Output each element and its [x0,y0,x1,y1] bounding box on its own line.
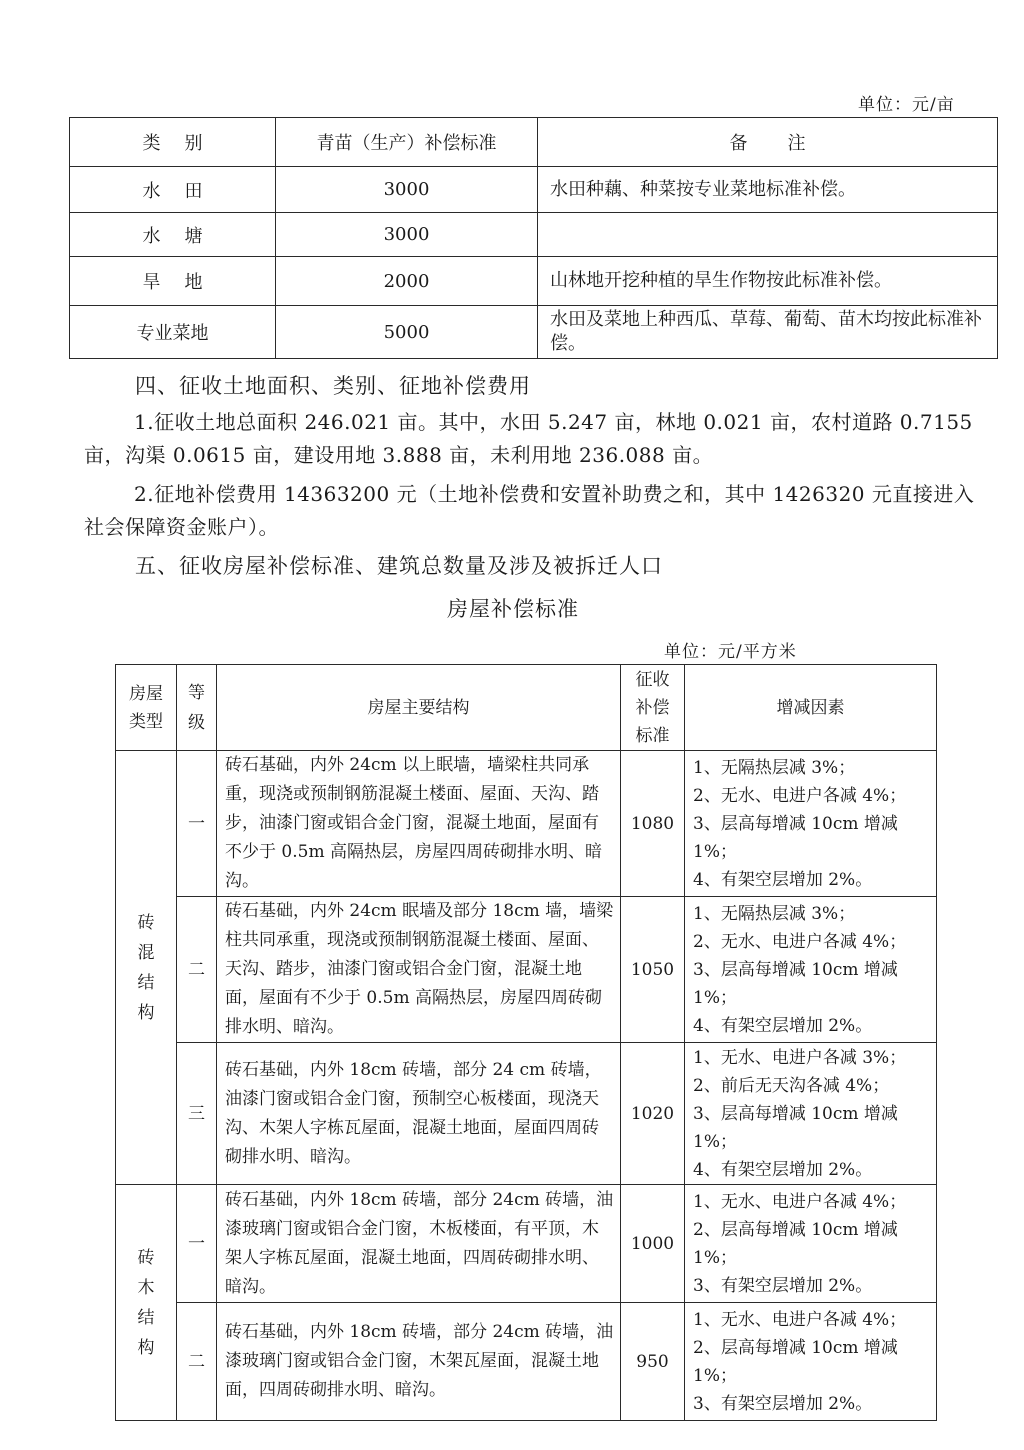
table-row [70,167,998,213]
header-structure: 房屋主要结构 [217,665,621,751]
factor-item: 2、层高每增减 10cm 增减 1%； [693,1219,898,1268]
cell-note [538,213,998,257]
factor-item: 1、无隔热层减 3%； [693,903,856,924]
table-row [116,1303,937,1421]
section4-item1: 1.征收土地总面积 246.021 亩。其中，水田 5.247 亩，林地 0.021 亩，农村道路 0.7155 亩，沟渠 0.0615 亩，建设用地 3.888 亩，未利用地 236.088 亩。 [84,410,973,467]
factor-item: 4、有架空层增加 2%。 [693,1015,873,1036]
factor-item: 1、无水、电进户各减 4%； [693,1309,907,1330]
header-price: 征收补偿标准 [621,665,685,751]
cell-structure: 砖石基础，内外 24cm 以上眠墙，墙梁柱共同承重，现浇或预制钢筋混凝土楼面、屋面、天沟、踏步，油漆门窗或铝合金门窗，混凝土地面，屋面有不少于 0.5m 高隔热层，房屋四周砖砌排水明、暗沟。 [217,751,621,897]
cell-note: 水田种藕、种菜按专业菜地标准补偿。 [538,167,998,213]
cell-price: 1020 [621,1043,685,1185]
table-row [116,1185,937,1303]
cell-structure: 砖石基础，内外 18cm 砖墙，部分 24cm 砖墙，油漆玻璃门窗或铝合金门窗，木板楼面，有平顶，木架人字栋瓦屋面，混凝土地面，四周砖砌排水明、暗沟。 [217,1185,621,1303]
factor-item: 2、无水、电进户各减 4%； [693,931,907,952]
cell-house-type: 砖混结构 [116,751,177,1185]
header-factors: 增减因素 [685,665,937,751]
cell-category: 水田 [70,167,276,213]
crop-table-unit: 单位：元/亩 [858,95,955,115]
table-row [70,257,998,306]
cell-standard: 3000 [276,167,538,213]
factor-item: 3、层高每增减 10cm 增减 1%； [693,959,898,1008]
factor-item: 4、有架空层增加 2%。 [693,1159,873,1180]
cell-grade: 二 [177,897,217,1043]
table-row [70,306,998,359]
factor-item: 1、无水、电进户各减 3%； [693,1047,907,1068]
house-table-unit: 单位：元/平方米 [664,642,797,662]
cell-factors [685,897,937,1043]
cell-price: 1050 [621,897,685,1043]
cell-grade: 二 [177,1303,217,1421]
factor-item: 3、有架空层增加 2%。 [693,1275,873,1296]
factor-item: 4、有架空层增加 2%。 [693,869,873,890]
cell-standard: 5000 [276,306,538,359]
cell-price: 950 [621,1303,685,1421]
factor-item: 2、层高每增减 10cm 增减 1%； [693,1337,898,1386]
cell-standard: 3000 [276,213,538,257]
cell-house-type: 砖木结构 [116,1185,177,1421]
crop-compensation-table [69,117,998,359]
section4-item2: 2.征地补偿费用 14363200 元（土地补偿费和安置补助费之和，其中 1426320 元直接进入社会保障资金账户）。 [84,482,975,539]
header-standard: 青苗（生产）补偿标准 [276,118,538,167]
house-compensation-table [115,664,937,1421]
section4-heading: 四、征收土地面积、类别、征地补偿费用 [135,374,531,398]
header-category: 类别 [70,118,276,167]
cell-factors [685,1303,937,1421]
header-type: 房屋类型 [116,665,177,751]
factor-item: 3、层高每增减 10cm 增减 1%； [693,1103,898,1152]
cell-structure: 砖石基础，内外 18cm 砖墙，部分 24 cm 砖墙，油漆门窗或铝合金门窗，预制空心板楼面，现浇天沟、木架人字栋瓦屋面，混凝土地面，屋面四周砖砌排水明、暗沟。 [217,1043,621,1185]
factor-item: 2、前后无天沟各减 4%； [693,1075,890,1096]
factor-item: 2、无水、电进户各减 4%； [693,785,907,806]
factor-item: 3、层高每增减 10cm 增减 1%； [693,813,898,862]
table-row [116,897,937,1043]
cell-price: 1000 [621,1185,685,1303]
table-row [70,213,998,257]
cell-note: 山林地开挖种植的旱生作物按此标准补偿。 [538,257,998,306]
house-table-title: 房屋补偿标准 [447,597,579,621]
cell-grade: 三 [177,1043,217,1185]
cell-factors [685,751,937,897]
cell-structure: 砖石基础，内外 18cm 砖墙，部分 24cm 砖墙，油漆玻璃门窗或铝合金门窗，木架瓦屋面，混凝土地面，四周砖砌排水明、暗沟。 [217,1303,621,1421]
cell-factors [685,1043,937,1185]
cell-grade: 一 [177,1185,217,1303]
table-header-row [116,665,937,751]
header-grade: 等级 [177,665,217,751]
table-row [116,751,937,897]
cell-structure: 砖石基础，内外 24cm 眠墙及部分 18cm 墙，墙梁柱共同承重，现浇或预制钢筋混凝土楼面、屋面、天沟、踏步，油漆门窗或铝合金门窗，混凝土地面，屋面有不少于 0.5m 高隔热层，房屋四周砖砌排水明、暗沟。 [217,897,621,1043]
cell-factors [685,1185,937,1303]
cell-price: 1080 [621,751,685,897]
cell-note: 水田及菜地上种西瓜、草莓、葡萄、苗木均按此标准补偿。 [538,306,998,359]
cell-category: 专业菜地 [70,306,276,359]
table-row [116,1043,937,1185]
section5-heading: 五、征收房屋补偿标准、建筑总数量及涉及被拆迁人口 [135,554,663,578]
factor-item: 1、无隔热层减 3%； [693,757,856,778]
cell-standard: 2000 [276,257,538,306]
table-header-row [70,118,998,167]
cell-category: 旱地 [70,257,276,306]
cell-category: 水塘 [70,213,276,257]
cell-grade: 一 [177,751,217,897]
factor-item: 3、有架空层增加 2%。 [693,1393,873,1414]
factor-item: 1、无水、电进户各减 4%； [693,1191,907,1212]
header-note: 备注 [538,118,998,167]
